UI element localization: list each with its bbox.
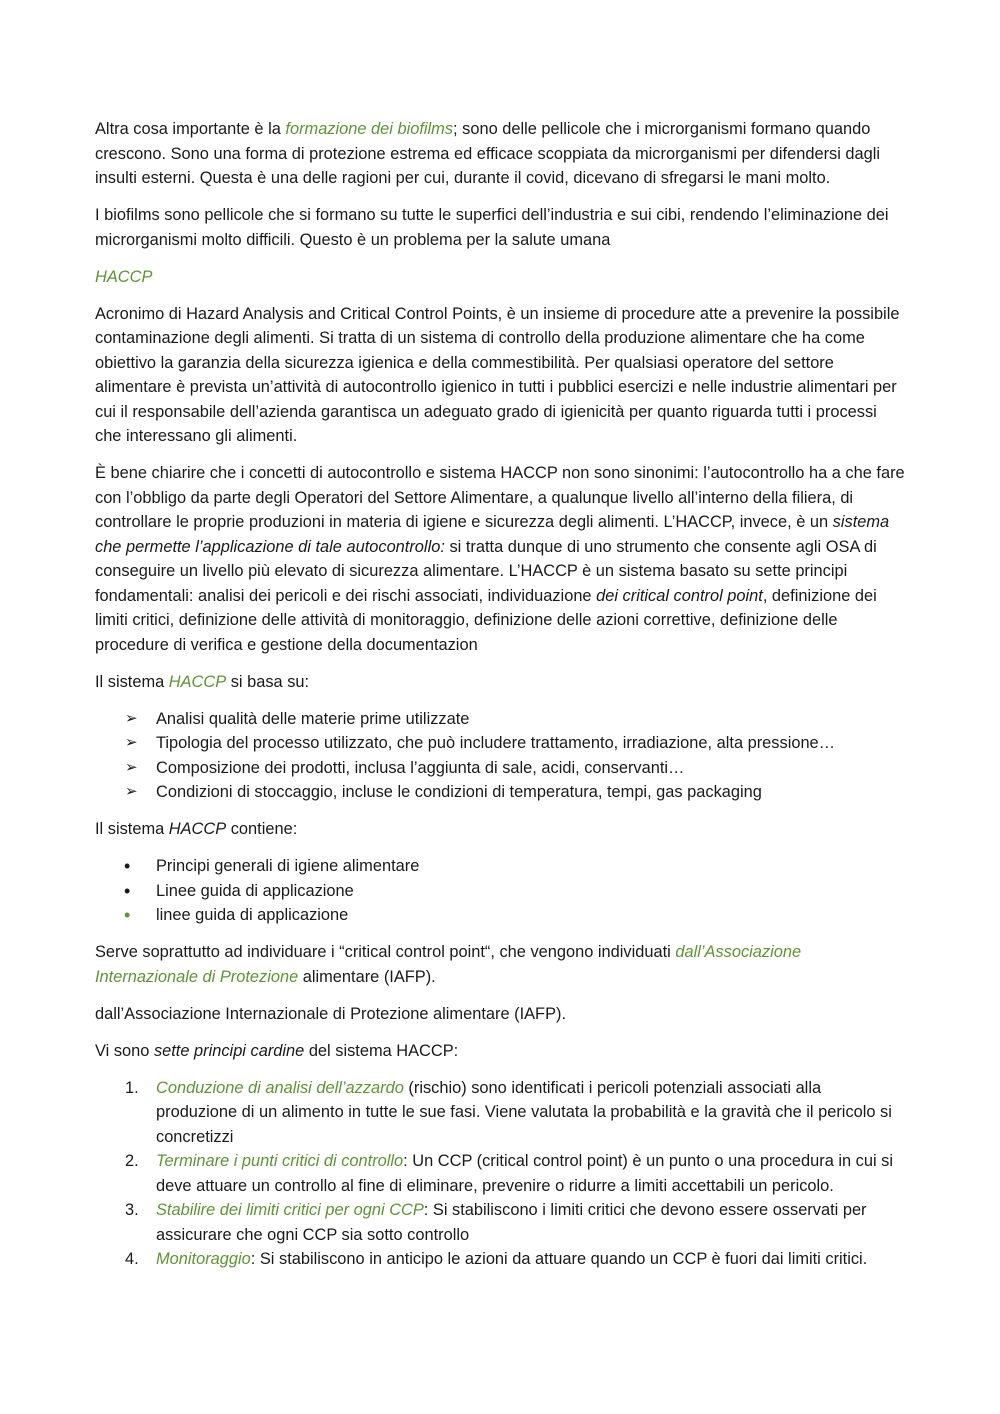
arrow-bullet-icon: ➢ — [125, 783, 138, 800]
emphasis: dei critical control point — [596, 586, 763, 605]
arrow-bullet-icon: ➢ — [125, 709, 138, 727]
bullet-icon: • — [124, 880, 131, 901]
list-item — [95, 879, 905, 904]
list-item-text: (rischio) sono identificati i pericoli potenziali associati alla produzione di un alimento in tutte le sue fasi. Viene valutata la probabilità e la gravità che il pericolo si concretizzi — [156, 1078, 892, 1146]
list-number: 2. — [125, 1152, 139, 1170]
list-item — [95, 780, 905, 805]
list-item — [95, 854, 905, 879]
list-number: 1. — [125, 1078, 139, 1097]
list-item — [95, 731, 905, 756]
haccp-link[interactable]: HACCP — [168, 672, 227, 691]
text: si tratta dunque di uno strumento che consente agli OSA di conseguire un livello più elevato di sicurezza alimentare. L’HACCP è un sistema basato su sette principi fondamentali: analisi dei pericoli e dei rischi associati, individuazione — [95, 537, 877, 605]
biofilm-link[interactable]: formazione dei biofilms — [285, 120, 454, 138]
paragraph-autocontrollo — [95, 461, 905, 657]
principle-link[interactable]: Conduzione di analisi dell’azzardo — [156, 1078, 404, 1097]
list-item-text: Condizioni di stoccaggio, incluse le condizioni di temperatura, tempi, gas packaging — [156, 783, 762, 801]
paragraph-biofilm-detail: I biofilms sono pellicole che si formano su tutte le superfici dell’industria e sui cibi, rendendo l’eliminazione dei microrganismi molto difficili. Questo è un problema per la salute umana — [95, 206, 889, 249]
section-heading-haccp: HACCP — [95, 267, 153, 286]
text: Il sistema — [95, 672, 169, 691]
emphasis: sistema che permette l’applicazione di tale autocontrollo: — [95, 513, 890, 556]
bullet-icon: • — [124, 905, 131, 925]
text: si basa su: — [226, 672, 310, 691]
arrow-list — [95, 707, 905, 805]
list-item-text: : Si stabiliscono i limiti critici che devono essere osservati per assicurare che ogni CCP sia sotto controllo — [156, 1201, 867, 1244]
list-number: 4. — [125, 1250, 139, 1268]
numbered-list — [95, 1076, 905, 1272]
principle-link[interactable]: Terminare i punti critici di controllo — [156, 1152, 404, 1170]
paragraph-ccp — [95, 940, 905, 989]
emphasis: sette principi cardine — [153, 1041, 305, 1060]
text: Vi sono — [95, 1041, 154, 1060]
list-item — [95, 756, 905, 781]
emphasis: HACCP — [168, 820, 227, 838]
text: alimentare (IAFP). — [298, 967, 436, 986]
bullet-list — [95, 854, 905, 928]
list-item-text: Principi generali di igiene alimentare — [156, 857, 420, 875]
text: Il sistema — [95, 820, 169, 838]
list-number: 3. — [125, 1201, 139, 1219]
list-item-text: Linee guida di applicazione — [156, 881, 354, 900]
list-item-text: Tipologia del processo utilizzato, che può includere trattamento, irradiazione, alta pressione… — [156, 734, 836, 752]
principle-link[interactable]: Monitoraggio — [156, 1250, 251, 1268]
list-item — [95, 903, 905, 928]
text: È bene chiarire che i concetti di autocontrollo e sistema HACCP non sono sinonimi: l’autocontrollo ha a che fare con l’obbligo da parte degli Operatori del Settore Alimentare, a qualunque livello all’interno della filiera, di controllare le proprie produzioni in materia di igiene e sicurezza degli alimenti. L’HACCP, invece, è un — [95, 464, 905, 531]
paragraph-haccp-definition: Acronimo di Hazard Analysis and Critical Control Points, è un insieme di procedure atte a prevenire la possibile contaminazione degli alimenti. Si tratta di un sistema di controllo della produzione alimentare che ha come obiettivo la garanzia della sicurezza igienica e della commestibilità. Per qualsiasi operatore del settore alimentare è prevista un’attività di autocontrollo igienico in tutti i pubblici esercizi e nelle industrie alimentari per cui il responsabile dell’azienda garantisca un adeguato grado di igienicità per quanto riguarda tutti i processi che interessano gli alimenti. — [95, 304, 900, 445]
arrow-bullet-icon: ➢ — [125, 734, 138, 751]
list-item-text: linee guida di applicazione — [156, 906, 349, 924]
list-item-text: Analisi qualità delle materie prime utilizzate — [156, 709, 470, 728]
text: ; sono delle pellicole che i microrganismi formano quando crescono. Sono una forma di protezione estrema ed efficace scoppiata da microrganismi per difendersi dagli insulti esterni. Questa è una delle ragioni per cui, durante il covid, dicevano di sfregarsi le mani molto. — [95, 120, 881, 187]
list-item — [95, 1076, 905, 1150]
text: del sistema HACCP: — [304, 1041, 459, 1060]
list-item-text: Composizione dei prodotti, inclusa l’aggiunta di sale, acidi, conservanti… — [156, 758, 685, 777]
bullet-icon: • — [124, 856, 131, 876]
list-item — [95, 1149, 905, 1198]
iafp-link[interactable]: dall’Associazione Internazionale di Protezione — [95, 943, 802, 986]
list-item — [95, 1198, 905, 1247]
text: contiene: — [226, 820, 298, 838]
text: Altra cosa importante è la — [95, 120, 286, 138]
paragraph-haccp-based-on — [95, 670, 905, 695]
paragraph-haccp-contains — [95, 817, 905, 842]
text: , definizione dei limiti critici, definizione delle attività di monitoraggio, definizione delle azioni correttive, definizione delle procedure di verifica e gestione della documentazion — [95, 586, 877, 654]
list-item — [95, 707, 905, 732]
principle-link[interactable]: Stabilire dei limiti critici per ogni CCP — [156, 1201, 424, 1219]
arrow-bullet-icon: ➢ — [125, 758, 138, 776]
paragraph-seven-principles — [95, 1039, 905, 1064]
list-item-text: : Un CCP (critical control point) è un punto o una procedura in cui si deve attuare un controllo al fine di eliminare, prevenire o ridurre a limiti accettabili un pericolo. — [156, 1152, 894, 1195]
list-item-text: : Si stabiliscono in anticipo le azioni da attuare quando un CCP è fuori dai limiti critici. — [250, 1250, 868, 1268]
paragraph-iafp: dall’Associazione Internazionale di Protezione alimentare (IAFP). — [95, 1004, 567, 1023]
text: Serve soprattutto ad individuare i “critical control point“, che vengono individuati — [95, 943, 676, 961]
list-item — [95, 1247, 905, 1272]
paragraph-biofilm-intro — [95, 117, 905, 191]
